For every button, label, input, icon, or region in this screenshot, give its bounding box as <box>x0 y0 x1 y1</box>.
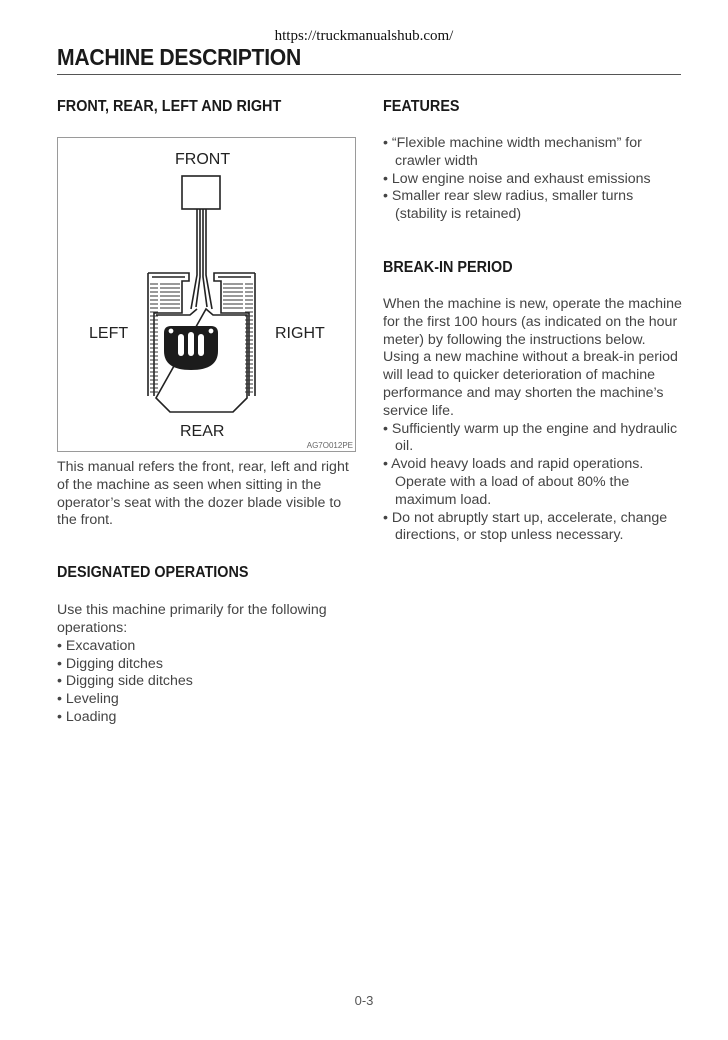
orientation-figure <box>57 137 356 452</box>
list-item: • Leveling <box>57 691 119 708</box>
orientation-paragraph: This manual refers the front, rear, left and right of the machine as seen when sitting in the operator’s seat with the dozer blade visible to the front. <box>57 459 349 529</box>
break-in-paragraph-2: Using a new machine without a break-in period will lead to quicker deterioration of machine performance and may shorten the machine’s service life. <box>383 349 678 419</box>
list-item: • Excavation <box>57 637 136 654</box>
figure-label-rear: REAR <box>180 423 225 440</box>
excavator-top-view-drawing <box>58 138 355 451</box>
list-item: • Loading <box>57 708 117 725</box>
list-item: • Digging ditches <box>57 655 163 672</box>
left-column <box>57 98 357 727</box>
list-item: • Do not abruptly start up, accelerate, change directions, or stop unless necessary. <box>383 509 668 544</box>
list-item: • Avoid heavy loads and rapid operations. Operate with a load of about 80% the maximum load. <box>383 456 644 508</box>
figure-label-front: FRONT <box>175 151 231 168</box>
list-item: • Smaller rear slew radius, smaller turns (stability is retained) <box>383 188 634 223</box>
page-title: MACHINE DESCRIPTION <box>57 44 301 70</box>
right-column <box>383 98 683 545</box>
front-rear-heading: FRONT, REAR, LEFT AND RIGHT <box>57 98 282 115</box>
figure-code: AG7O012PE <box>306 441 353 450</box>
designated-intro: Use this machine primarily for the following operations: <box>57 602 327 636</box>
figure-label-right: RIGHT <box>275 325 325 342</box>
break-in-heading: BREAK-IN PERIOD <box>383 258 513 276</box>
designated-list <box>57 638 357 727</box>
break-in-paragraph-1: When the machine is new, operate the machine for the first 100 hours (as indicated on the hour meter) by following the instructions below. <box>383 295 682 348</box>
features-heading: FEATURES <box>383 98 460 115</box>
figure-label-left: LEFT <box>89 325 129 342</box>
designated-operations-heading: DESIGNATED OPERATIONS <box>57 564 249 582</box>
list-item: • Digging side ditches <box>57 673 193 690</box>
source-url: https://truckmanualshub.com/ <box>274 28 454 44</box>
page-number: 0-3 <box>354 993 374 1008</box>
list-item: • Low engine noise and exhaust emissions <box>383 170 651 187</box>
list-item: • “Flexible machine width mechanism” for crawler width <box>383 135 642 169</box>
list-item: • Sufficiently warm up the engine and hydraulic oil. <box>383 420 678 455</box>
break-in-list <box>383 421 683 546</box>
title-rule <box>57 74 681 75</box>
features-list <box>383 135 683 224</box>
